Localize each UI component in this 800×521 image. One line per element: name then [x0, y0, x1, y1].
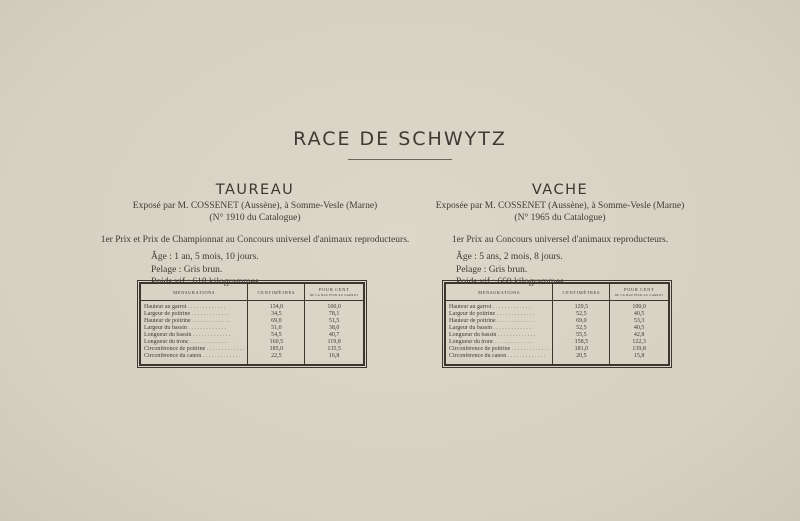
- measurement-cm: 54,5: [248, 332, 305, 339]
- measurement-percent: 51,5: [305, 318, 364, 325]
- bull-prize: 1er Prix et Prix de Championnat au Concours universel d'animaux reproducteurs.: [100, 235, 410, 245]
- measurement-cm: 22,5: [248, 353, 305, 365]
- table-row: [445, 318, 669, 325]
- measurement-label: [445, 332, 553, 339]
- table-row: [445, 339, 669, 346]
- measurement-label: [140, 318, 248, 325]
- col-header-measurements: MENSURATIONS: [140, 283, 248, 301]
- measurement-label: [140, 332, 248, 339]
- col-header-centimetres: CENTIMÈTRES: [553, 283, 610, 301]
- leader-dots: . . . . . . . . . . . . .: [491, 304, 531, 310]
- measurement-name: Hauteur de poitrine: [144, 318, 191, 324]
- percent-label: POUR CENT: [319, 287, 350, 292]
- table-row: [445, 325, 669, 332]
- cow-weight: Poids vif : 660 kilogrammes.: [456, 277, 567, 287]
- bull-weight: Poids vif : 618 kilogrammes.: [151, 277, 262, 287]
- measurement-name: Longueur du bassin: [144, 332, 192, 338]
- measurement-label: [140, 339, 248, 346]
- measurement-percent: 100,0: [305, 301, 364, 312]
- cow-prize: 1er Prix au Concours universel d'animaux reproducteurs.: [451, 235, 669, 245]
- measurement-cm: 181,0: [553, 346, 610, 353]
- leader-dots: . . . . . . . . . . . . .: [491, 325, 531, 331]
- percent-sublabel: DE LA HAUTEUR AU GARROT: [309, 293, 359, 297]
- leader-dots: . . . . . . . . . . . . .: [186, 325, 226, 331]
- measurement-percent: 135,5: [305, 346, 364, 353]
- measurement-cm: 69,0: [248, 318, 305, 325]
- measurement-cm: 69,0: [553, 318, 610, 325]
- table-row: [140, 318, 364, 325]
- measurement-percent: 139,8: [610, 346, 669, 353]
- measurement-label: [445, 325, 553, 332]
- table-row: [140, 325, 364, 332]
- title-rule: [348, 159, 452, 160]
- measurement-label: [445, 339, 553, 346]
- measurement-percent: 122,3: [610, 339, 669, 346]
- measurement-percent: 40,7: [305, 332, 364, 339]
- table-row: [445, 301, 669, 312]
- percent-label: POUR CENT: [624, 287, 655, 292]
- measurement-percent: 53,3: [610, 318, 669, 325]
- table-row: [140, 301, 364, 312]
- measurement-percent: 78,1: [305, 311, 364, 318]
- table-row: [140, 311, 364, 318]
- percent-sublabel: DE LA HAUTEUR AU GARROT: [614, 293, 664, 297]
- measurement-label: [140, 311, 248, 318]
- leader-dots: . . . . . . . . . . . . .: [201, 353, 241, 359]
- cow-pelage: Pelage : Gris brun.: [456, 264, 528, 275]
- leader-dots: . . . . . . . . . . . . .: [510, 346, 550, 352]
- measurement-name: Largeur du bassin: [449, 325, 492, 331]
- measurement-cm: 129,5: [553, 301, 610, 312]
- measurement-label: [445, 311, 553, 318]
- measurement-cm: 51,0: [248, 325, 305, 332]
- table-row: [140, 346, 364, 353]
- col-header-centimetres: CENTIMÈTRES: [248, 283, 305, 301]
- measurement-percent: 119,8: [305, 339, 364, 346]
- bull-pelage: Pelage : Gris brun.: [151, 264, 223, 275]
- measurement-name: Largeur de poitrine: [144, 311, 191, 317]
- col-header-percent: [610, 283, 669, 301]
- col-header-measurements: MENSURATIONS: [445, 283, 553, 301]
- leader-dots: . . . . . . . . . . . . .: [188, 339, 228, 345]
- bull-age: Âge : 1 an, 5 mois, 10 jours.: [151, 252, 259, 262]
- measurement-label: [140, 353, 248, 365]
- table-row: [445, 311, 669, 318]
- measurement-cm: 158,5: [553, 339, 610, 346]
- measurement-name: Hauteur au garrot: [144, 304, 187, 310]
- table-row: [445, 332, 669, 339]
- measurement-percent: 38,0: [305, 325, 364, 332]
- leader-dots: . . . . . . . . . . . . .: [190, 318, 230, 324]
- measurement-cm: 185,0: [248, 346, 305, 353]
- measurement-percent: 100,0: [610, 301, 669, 312]
- cow-section: [370, 182, 750, 289]
- leader-dots: . . . . . . . . . . . . .: [506, 353, 546, 359]
- measurement-cm: 52,5: [553, 311, 610, 318]
- bull-measurements-table: [139, 282, 365, 366]
- measurement-label: [445, 353, 553, 365]
- measurement-name: Circonférence du canon: [144, 353, 202, 359]
- measurement-percent: 16,8: [305, 353, 364, 365]
- table-row: [140, 353, 364, 365]
- leader-dots: . . . . . . . . . . . . .: [205, 346, 245, 352]
- measurement-name: Hauteur au garrot: [449, 304, 492, 310]
- leader-dots: . . . . . . . . . . . . .: [495, 318, 535, 324]
- measurement-name: Largeur du bassin: [144, 325, 187, 331]
- measurement-name: Longueur du tronc: [144, 339, 189, 345]
- table-row: [445, 346, 669, 353]
- measurement-label: [445, 318, 553, 325]
- cow-age: Âge : 5 ans, 2 mois, 8 jours.: [456, 252, 563, 262]
- measurement-percent: 40,5: [610, 311, 669, 318]
- measurement-name: Circonférence de poitrine: [449, 346, 511, 352]
- measurement-name: Largeur de poitrine: [449, 311, 496, 317]
- col-header-percent: [305, 283, 364, 301]
- measurement-cm: 20,5: [553, 353, 610, 365]
- table-row: [445, 353, 669, 365]
- bull-catalogue: (N° 1910 du Catalogue): [209, 213, 301, 223]
- leader-dots: . . . . . . . . . . . . .: [186, 304, 226, 310]
- measurement-name: Longueur du bassin: [449, 332, 497, 338]
- page-title: RACE DE SCHWYTZ: [293, 128, 507, 150]
- measurement-label: [140, 301, 248, 312]
- measurement-name: Longueur du tronc: [449, 339, 494, 345]
- cow-exhibitor: Exposée par M. COSSENET (Aussène), à Somme-Vesle (Marne): [435, 201, 685, 211]
- leader-dots: . . . . . . . . . . . . .: [495, 311, 535, 317]
- cow-catalogue: (N° 1965 du Catalogue): [514, 213, 606, 223]
- measurement-name: Circonférence de poitrine: [144, 346, 206, 352]
- bull-heading: TAUREAU: [215, 182, 295, 198]
- cow-heading: VACHE: [531, 182, 589, 198]
- measurement-percent: 15,8: [610, 353, 669, 365]
- measurement-cm: 160,5: [248, 339, 305, 346]
- measurement-cm: 134,0: [248, 301, 305, 312]
- measurement-cm: 34,5: [248, 311, 305, 318]
- measurement-label: [445, 301, 553, 312]
- measurement-label: [140, 325, 248, 332]
- measurement-label: [140, 346, 248, 353]
- table-row: [140, 339, 364, 346]
- bull-exhibitor: Exposé par M. COSSENET (Aussène), à Somme-Vesle (Marne): [132, 201, 378, 211]
- measurement-name: Hauteur de poitrine: [449, 318, 496, 324]
- leader-dots: . . . . . . . . . . . . .: [191, 332, 231, 338]
- table-row: [140, 332, 364, 339]
- measurement-percent: 40,5: [610, 325, 669, 332]
- leader-dots: . . . . . . . . . . . . .: [496, 332, 536, 338]
- leader-dots: . . . . . . . . . . . . .: [190, 311, 230, 317]
- measurement-percent: 42,8: [610, 332, 669, 339]
- leader-dots: . . . . . . . . . . . . .: [493, 339, 533, 345]
- measurement-name: Circonférence du canon: [449, 353, 507, 359]
- measurement-label: [445, 346, 553, 353]
- measurement-cm: 52,5: [553, 325, 610, 332]
- cow-measurements-table: [444, 282, 670, 366]
- measurement-cm: 55,5: [553, 332, 610, 339]
